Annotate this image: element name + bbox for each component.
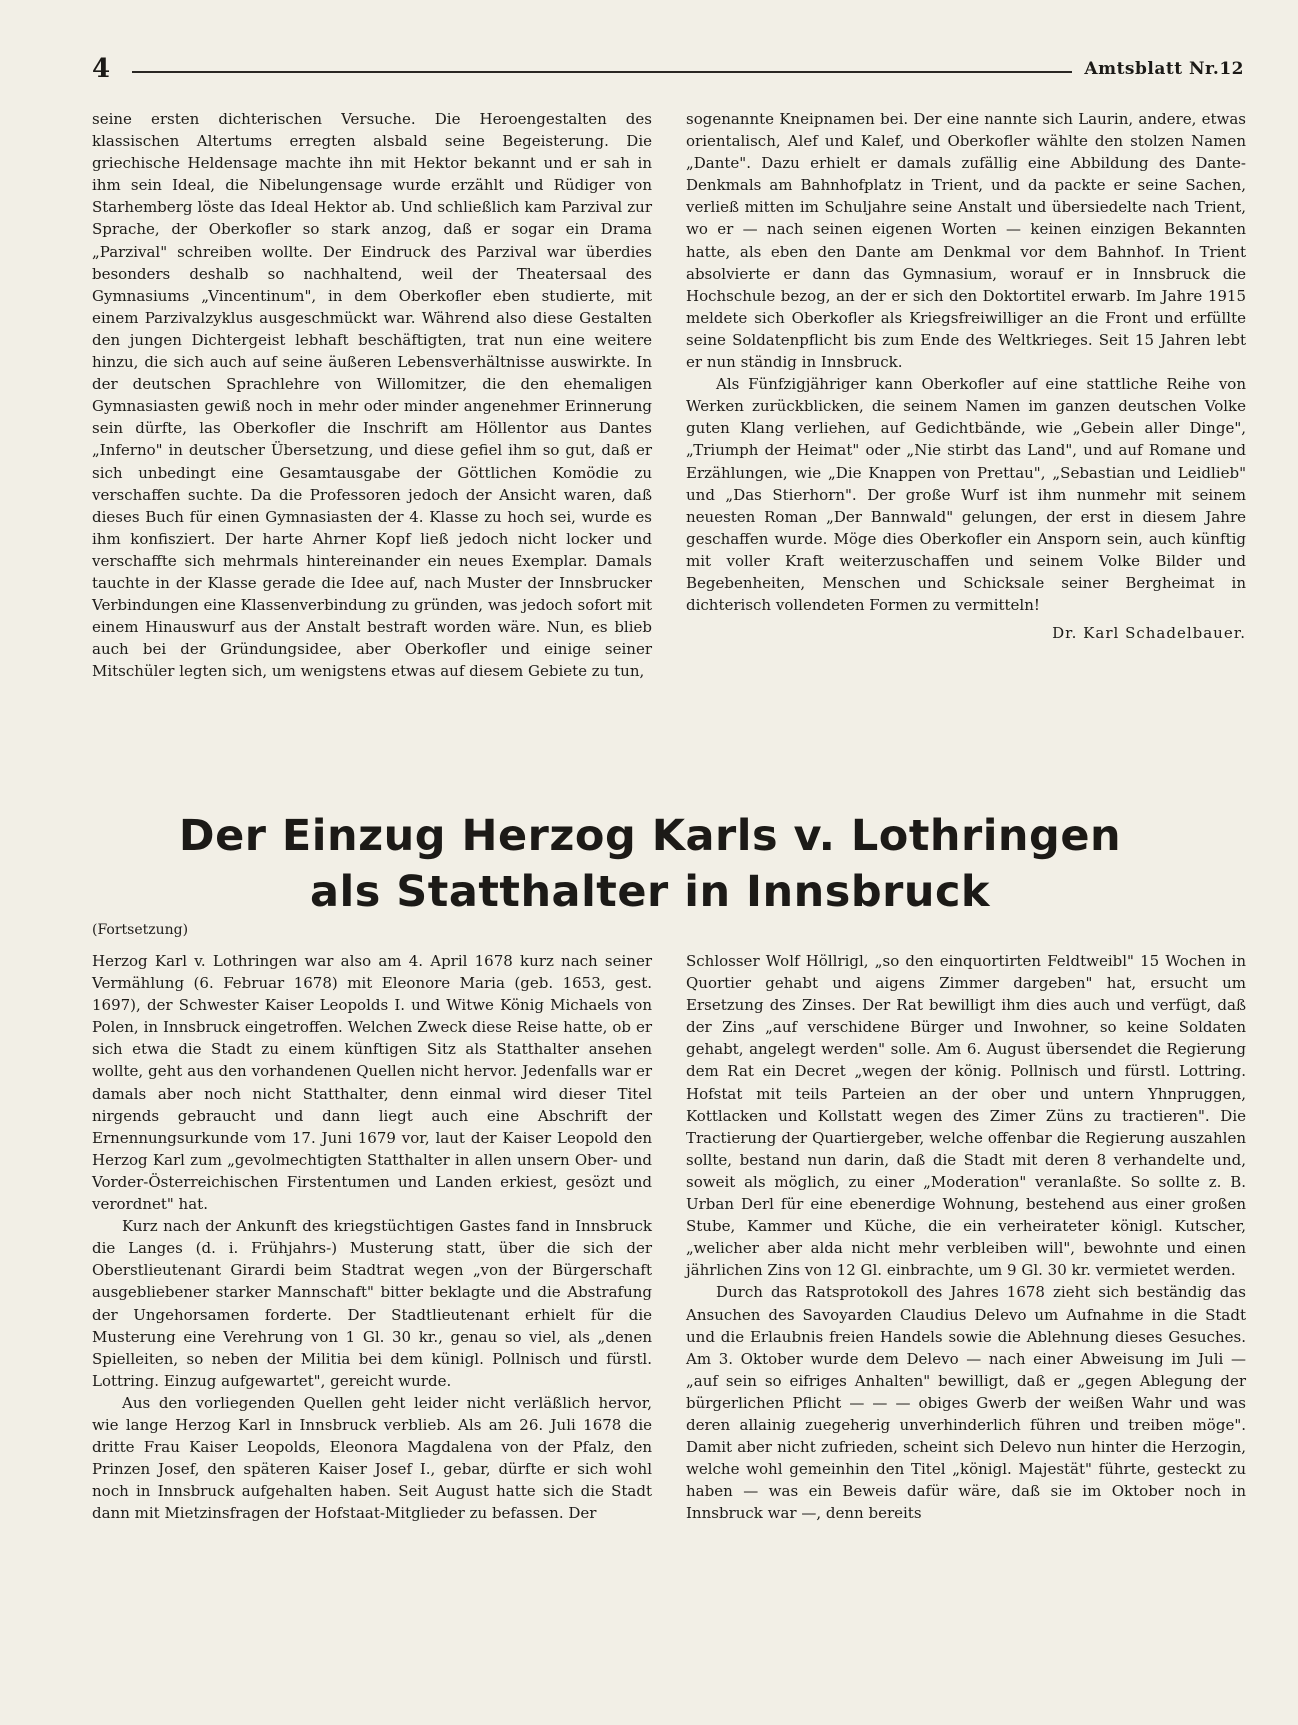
- headline-line-2: als Statthalter in Innsbruck: [309, 867, 991, 917]
- article2-subtitle: (Fortsetzung): [92, 922, 189, 938]
- headline-line-1: Der Einzug Herzog Karls v. Lothringen: [178, 811, 1122, 861]
- article1-column-right: [686, 108, 1246, 644]
- article2-paragraph: Durch das Ratsprotokoll des Jahres 1678 zieht sich beständig das Ansuchen des Savoyarden Claudius Delevo um Aufnahme in die Stadt und die Erlaubnis freien Handels sowie die Ablehnung dieses Gesuches. Am 3. Oktober wurde dem Delevo — nach einer Abweisung im Juli — „auf sein so eifriges Anhalten" bewilligt, daß er „gegen Ablegung der bürgerlichen Pflicht — — — obiges Gwerb der weißen Wahr und was deren allainig zuegeherig unverhinderlich führen und treiben möge". Damit aber nicht zufrieden, scheint sich Delevo nun hinter die Herzogin, welche wohl gemeinhin den Titel „königl. Majestät" führte, gesteckt zu haben — was ein Beweis dafür wäre, daß sie im Oktober noch in Innsbruck war —, denn bereits: [686, 1283, 1246, 1523]
- article2-paragraph: Schlosser Wolf Höllrigl, „so den einquortirten Feldtweibl" 15 Wochen in Quortier gehabt und aigens Zimmer dargeben" hat, ersucht um Ersetzung des Zinses. Der Rat bewilligt ihm dies auch und verfügt, daß der Zins „auf verschidene Bürger und Inwohner, so keine Soldaten gehabt, angelegt werden" solle. Am 6. August übersendet die Regierung dem Rat ein Decret „wegen der könig. Pollnisch und fürstl. Lottring. Hofstat mit teils Parteien an der ober und untern Yhnpruggen, Kottlacken und Kollstatt wegen des Zimer Züns zu tractieren". Die Tractierung der Quartiergeber, welche offenbar die Regierung auszahlen sollte, bestand nun darin, daß die Stadt mit deren 8 verhandelte und, soweit als möglich, zu einer „Moderation" veranlaßte. So sollte z. B. Urban Derl für eine ebenerdige Wohnung, bestehend aus einer großen Stube, Kammer und Küche, die ein verheirateter königl. Kutscher, „welicher aber alda nicht mehr verbleiben will", bewohnte und einen jährlichen Zins von 12 Gl. einbrachte, um 9 Gl. 30 kr. vermietet werden.: [686, 952, 1246, 1280]
- article2-paragraph: Aus den vorliegenden Quellen geht leider nicht verläßlich hervor, wie lange Herzog Karl in Innsbruck verblieb. Als am 26. Juli 1678 die dritte Frau Kaiser Leopolds, Eleonora Magdalena von der Pfalz, den Prinzen Josef, den späteren Kaiser Josef I., gebar, dürfte er sich wohl noch in Innsbruck aufgehalten haben. Seit August hatte sich die Stadt dann mit Mietzinsfragen der Hofstaat-Mitglieder zu befassen. Der: [92, 1393, 652, 1523]
- article2-column-right: [686, 950, 1246, 1524]
- article1-paragraph: sogenannte Kneipnamen bei. Der eine nannte sich Laurin, andere, etwas orientalisch, Alef und Kalef, und Oberkofler wählte den stolzen Namen „Dante". Dazu erhielt er damals zufällig eine Abbildung des Dante-Denkmals am Bahnhofplatz in Trient, und da packte er seine Sachen, verließ mitten im Schuljahre seine Anstalt und übersiedelte nach Trient, wo er — nach seinen eigenen Worten — keinen einzigen Bekannten hatte, als eben den Dante am Denkmal vor dem Bahnhof. In Trient absolvierte er dann das Gymnasium, worauf er in Innsbruck die Hochschule bezog, an der er sich den Doktortitel erwarb. Im Jahre 1915 meldete sich Oberkofler als Kriegsfreiwilliger an die Front und erfüllte seine Soldatenpflicht bis zum Ende des Weltkrieges. Seit 15 Jahren lebt er nun ständig in Innsbruck.: [686, 110, 1246, 372]
- page-number: 4: [92, 54, 111, 84]
- article2-headline: [80, 808, 1220, 920]
- article1-paragraph: Als Fünfzigjähriger kann Oberkofler auf eine stattliche Reihe von Werken zurückblicken, die seinem Namen im ganzen deutschen Volke guten Klang verliehen, auf Gedichtbände, wie „Gebein aller Dinge", „Triumph der Heimat" oder „Nie stirbt das Land", und auf Romane und Erzählungen, wie „Die Knappen von Prettau", „Sebastian und Leidlieb" und „Das Stierhorn". Der große Wurf ist ihm nunmehr mit seinem neuesten Roman „Der Bannwald" gelungen, der erst in diesem Jahre geschaffen wurde. Möge dies Oberkofler ein Ansporn sein, auch künftig mit voller Kraft weiterzuschaffen und seinem Volke Bilder und Begebenheiten, Menschen und Schicksale seiner Bergheimat in dichterisch vollendeten Formen zu vermitteln!: [686, 375, 1246, 615]
- article2-paragraph: Herzog Karl v. Lothringen war also am 4. April 1678 kurz nach seiner Vermählung (6. Februar 1678) mit Eleonore Maria (geb. 1653, gest. 1697), der Schwester Kaiser Leopolds I. und Witwe König Michaels von Polen, in Innsbruck eingetroffen. Welchen Zweck diese Reise hatte, ob er sich etwa die Stadt zu einem künftigen Sitz als Statthalter ansehen wollte, geht aus den vorhandenen Quellen nicht hervor. Jedenfalls war er damals aber noch nicht Statthalter, denn einmal wird dieser Titel nirgends gebraucht und dann liegt auch eine Abschrift der Ernennungsurkunde vom 17. Juni 1679 vor, laut der Kaiser Leopold den Herzog Karl zum „gevolmechtigten Statthalter in allen unsern Ober- und Vorder-Österreichischen Firstentumen und Landen erkiest, gesözt und verordnet" hat.: [92, 952, 652, 1214]
- publication-title: Amtsblatt Nr.12: [1084, 59, 1244, 79]
- article1-paragraph: seine ersten dichterischen Versuche. Die Heroengestalten des klassischen Altertums erregten alsbald seine Begeisterung. Die griechische Heldensage machte ihn mit Hektor bekannt und er sah in ihm sein Ideal, die Nibelungensage wurde erzählt und Rüdiger von Starhemberg löste das Ideal Hektor ab. Und schließlich kam Parzival zur Sprache, der Oberkofler so stark anzog, daß er sogar ein Drama „Parzival" schreiben wollte. Der Eindruck des Parzival war überdies besonders deshalb so nachhaltend, weil der Theatersaal des Gymnasiums „Vincentinum", in dem Oberkofler eben studierte, mit einem Parzivalzyklus ausgeschmückt war. Während also diese Gestalten den jungen Dichtergeist lebhaft beschäftigten, trat nun eine weitere hinzu, die sich auch auf seine äußeren Lebensverhältnisse auswirkte. In der deutschen Sprachlehre von Willomitzer, die den ehemaligen Gymnasiasten gewiß noch in mehr oder minder angenehmer Erinnerung sein dürfte, las Oberkofler die Inschrift am Höllentor aus Dantes „Inferno" in deutscher Übersetzung, und diese gefiel ihm so gut, daß er sich unbedingt eine Gesamtausgabe der Göttlichen Komödie zu verschaffen suchte. Da die Professoren jedoch der Ansicht waren, daß dieses Buch für einen Gymnasiasten der 4. Klasse zu hoch sei, wurde es ihm konfisziert. Der harte Ahrner Kopf ließ jedoch nicht locker und verschaffte sich mehrmals hintereinander ein neues Exemplar. Damals tauchte in der Klasse gerade die Idee auf, nach Muster der Innsbrucker Verbindungen eine Klassenverbindung zu gründen, was jedoch sofort mit einem Hinauswurf aus der Anstalt bestraft worden wäre. Nun, es blieb auch bei der Gründungsidee, aber Oberkofler und einige seiner Mitschüler legten sich, um wenigstens etwas auf diesem Gebiete zu tun,: [92, 110, 652, 681]
- header-rule: [132, 71, 1072, 73]
- page-header: [92, 52, 1244, 86]
- article2-paragraph: Kurz nach der Ankunft des kriegstüchtigen Gastes fand in Innsbruck die Langes (d. i. Frühjahrs-) Musterung statt, über die sich der Oberstlieutenant Girardi beim Stadtrat wegen „von der Bürgerschaft ausgebliebener starker Mannschaft" bitter beklagte und die Abstrafung der Ungehorsamen forderte. Der Stadtlieutenant erhielt für die Musterung eine Verehrung von 1 Gl. 30 kr., genau so viel, als „denen Spielleiten, so neben der Militia bei dem künigl. Pollnisch und fürstl. Lottring. Einzug aufgewartet", gereicht wurde.: [92, 1217, 652, 1390]
- article2-column-left: [92, 950, 652, 1524]
- article1-column-left: [92, 108, 652, 682]
- author-signature: Dr. Karl Schadelbauer.: [1052, 624, 1246, 643]
